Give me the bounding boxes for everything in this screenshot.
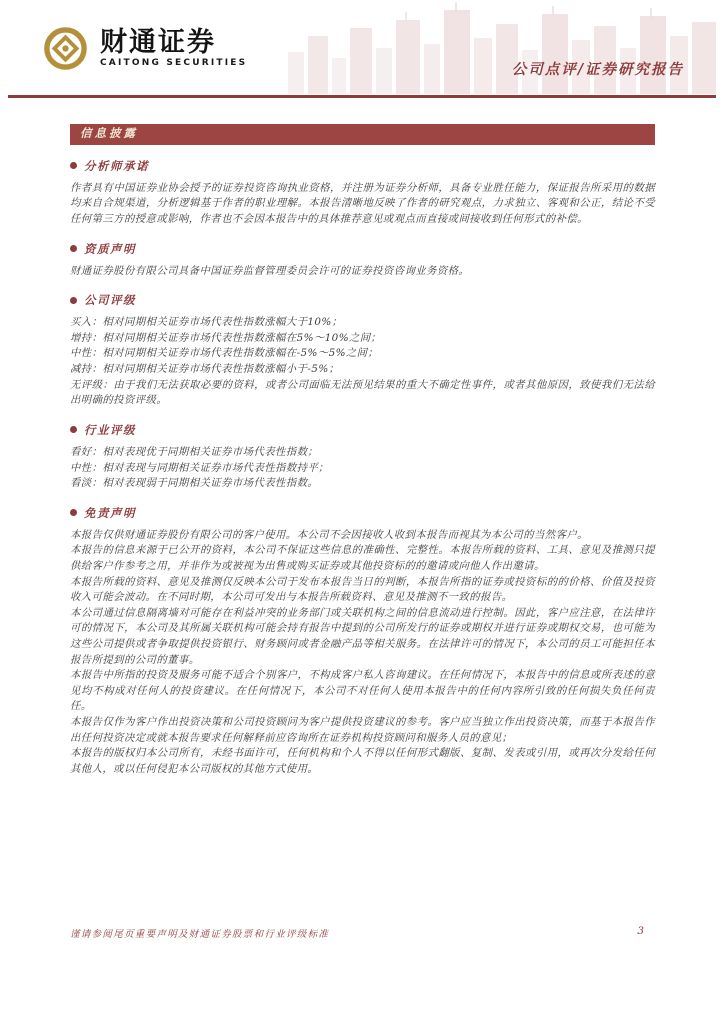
rating-line-overweight: 增持：相对同期相关证券市场代表性指数涨幅在5%～10%之间； (70, 331, 382, 344)
paragraph: 本报告的版权归本公司所有，未经书面许可，任何机构和个人不得以任何形式翻版、复制、发表或引用，或再次分发给任何其他人，或以任何侵犯本公司版权的其他方式使用。 (70, 747, 655, 775)
bullet-icon (70, 245, 77, 252)
brand-name-cn: 财通证券 (100, 27, 216, 58)
caitong-logo-icon (42, 25, 89, 72)
skyline-decoration-icon (284, 0, 724, 94)
paragraph: 财通证券股份有限公司具备中国证券监督管理委员会许可的证券投资咨询业务资格。 (70, 264, 470, 277)
report-type-label: 公司点评/证券研究报告 (511, 61, 684, 78)
section-heading (70, 158, 655, 174)
section-industry-rating (70, 422, 655, 492)
section-qualification (70, 241, 655, 280)
section-heading (70, 292, 655, 308)
section-heading (70, 422, 655, 438)
section-bar-disclosure: 信息披露 (70, 124, 655, 145)
section-disclaimer (70, 505, 655, 778)
section-title: 免责声明 (84, 505, 136, 520)
industry-line-positive: 看好：相对表现优于同期相关证券市场代表性指数； (70, 445, 319, 458)
paragraph: 本报告的信息来源于已公开的资料，本公司不保证这些信息的准确性、完整性。本报告所载的资料、工具、意见及推测只提供给客户作参考之用，并非作为或被视为出售或购买证券或其他投资标的的邀请或向他人作出邀请。 (70, 544, 655, 572)
bullet-icon (70, 162, 77, 169)
rating-line-underweight: 减持：相对同期相关证券市场代表性指数涨幅小于-5%； (70, 363, 340, 376)
section-title: 行业评级 (84, 422, 136, 437)
section-title: 分析师承诺 (84, 158, 149, 173)
section-company-rating (70, 292, 655, 409)
section-heading (70, 505, 655, 521)
section-heading (70, 241, 655, 257)
header-divider (8, 95, 716, 98)
industry-line-negative: 看淡：相对表现弱于同期相关证券市场代表性指数。 (70, 477, 319, 490)
brand-name-en: CAITONG SECURITIES (100, 58, 248, 68)
bullet-icon (70, 509, 77, 516)
industry-line-neutral: 中性：相对表现与同期相关证券市场代表性指数持平； (70, 461, 329, 474)
document-body (70, 124, 655, 777)
paragraph: 作者具有中国证券业协会授予的证券投资咨询执业资格，并注册为证券分析师，具备专业胜任能力，保证报告所采用的数据均来自合规渠道，分析逻辑基于作者的职业理解。本报告清晰地反映了作者的研究观点，力求独立、客观和公正，结论不受任何第三方的授意或影响，作者也不会因本报告中的具体推荐意见或观点而直接或间接收到任何形式的补偿。 (70, 181, 655, 226)
page-number: 3 (637, 925, 644, 937)
bullet-icon (70, 297, 77, 304)
page-header (0, 0, 724, 97)
section-title: 资质声明 (84, 241, 136, 256)
paragraph: 本报告仅作为客户作出投资决策和公司投资顾问为客户提供投资建议的参考。客户应当独立作出投资决策，而基于本报告作出任何投资决定或就本报告要求任何解释前应咨询所在证券机构投资顾问和服务人员的意见； (70, 716, 655, 744)
rating-line-neutral: 中性：相对同期相关证券市场代表性指数涨幅在-5%～5%之间； (70, 347, 379, 360)
footer-disclaimer: 谨请参阅尾页重要声明及财通证券股票和行业评级标准 (70, 929, 330, 940)
paragraph: 本公司通过信息隔离墙对可能存在利益冲突的业务部门或关联机构之间的信息流动进行控制。因此，客户应注意，在法律许可的情况下，本公司及其所属关联机构可能会持有报告中提到的公司所发行的证券或期权并进行证券或期权交易，也可能为这些公司提供或者争取提供投资银行、财务顾问或者金融产品等相关服务。在法律许可的情况下，本公司的员工可能担任本报告所提到的公司的董事。 (70, 606, 655, 666)
paragraph: 本报告中所指的投资及服务可能不适合个别客户，不构成客户私人咨询建议。在任何情况下，本报告中的信息或所表述的意见均不构成对任何人的投资建议。在任何情况下，本公司不对任何人使用本报告中的任何内容所引致的任何损失负任何责任。 (70, 669, 655, 713)
brand-logo (42, 25, 247, 72)
rating-line-buy: 买入：相对同期相关证券市场代表性指数涨幅大于10%； (70, 316, 343, 329)
section-title: 公司评级 (84, 293, 136, 308)
paragraph: 本报告仅供财通证券股份有限公司的客户使用。本公司不会因接收人收到本报告而视其为本公司的当然客户。 (70, 528, 588, 541)
paragraph: 本报告所载的资料、意见及推测仅反映本公司于发布本报告当日的判断，本报告所指的证券或投资标的的价格、价值及投资收入可能会波动。在不同时期，本公司可发出与本报告所载资料、意见及推测不一致的报告。 (70, 575, 655, 604)
section-analyst-commitment (70, 158, 655, 228)
brand-text (100, 29, 247, 68)
rating-line-norating: 无评级：由于我们无法获取必要的资料，或者公司面临无法预见结果的重大不确定性事件，或者其他原因，致使我们无法给出明确的投资评级。 (70, 378, 655, 407)
bullet-icon (70, 426, 77, 433)
